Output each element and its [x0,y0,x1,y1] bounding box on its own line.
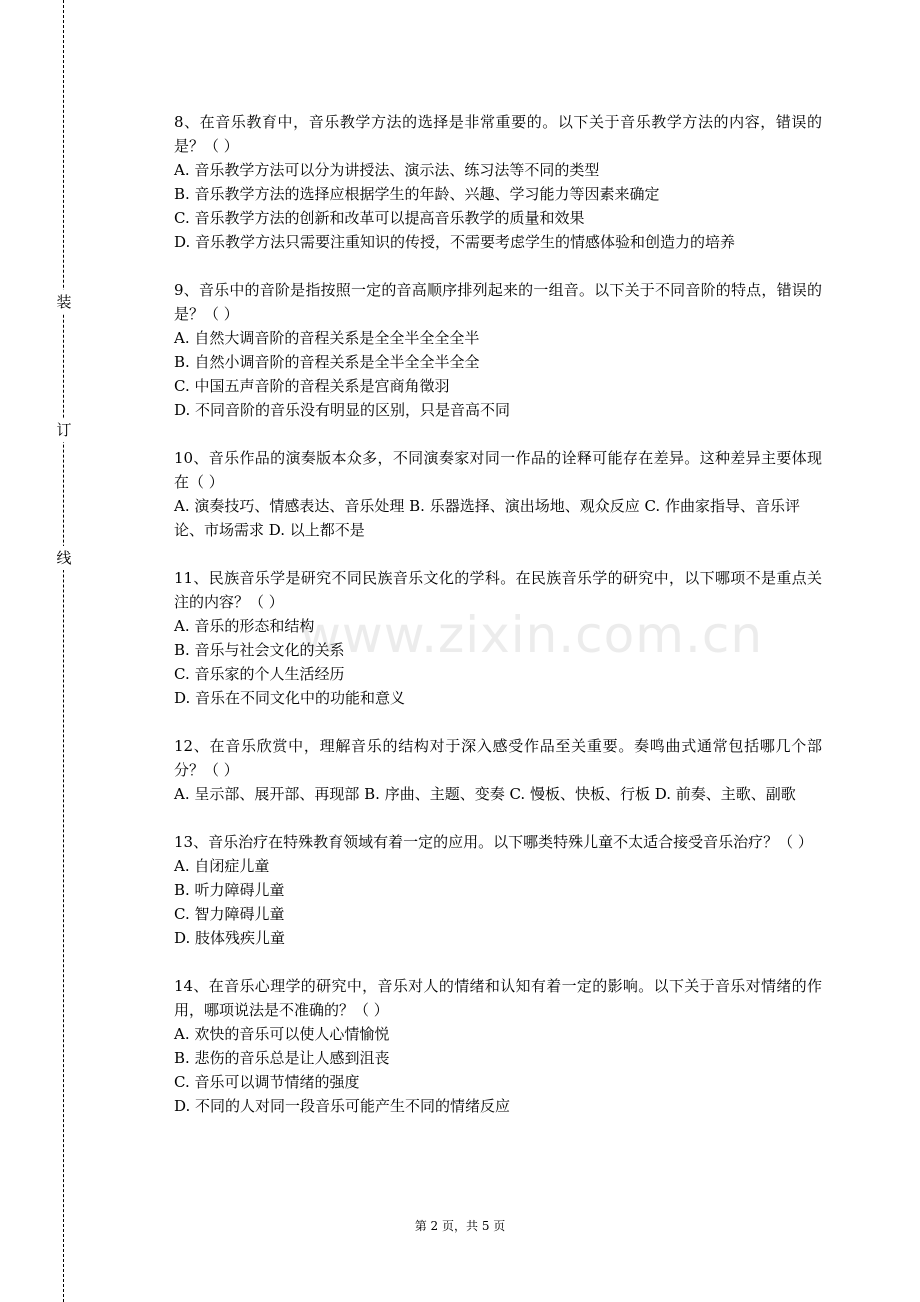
binding-label-ding: 订 [53,418,75,442]
question-stem: 13、音乐治疗在特殊教育领域有着一定的应用。以下哪类特殊儿童不太适合接受音乐治疗？（ ） [174,833,813,851]
question-option: D. 肢体残疾儿童 [174,929,286,947]
question-option: D. 不同音阶的音乐没有明显的区别，只是音高不同 [174,401,511,419]
watermark: www.zixin.com.cn [300,606,764,664]
question-block [174,830,822,950]
question-block [174,974,822,1118]
question-option: D. 音乐在不同文化中的功能和意义 [174,689,406,707]
binding-dashed-line [63,0,64,1302]
question-option: B. 音乐与社会文化的关系 [174,641,345,659]
question-block [174,110,822,254]
question-option: C. 音乐可以调节情绪的强度 [174,1073,360,1091]
question-stem: 12、在音乐欣赏中，理解音乐的结构对于深入感受作品至关重要。奏鸣曲式通常包括哪几个部分？（ ） [174,737,822,779]
question-option: B. 悲伤的音乐总是让人感到沮丧 [174,1049,390,1067]
binding-label-xian: 线 [53,546,75,570]
question-option: D. 不同的人对同一段音乐可能产生不同的情绪反应 [174,1097,511,1115]
question-list [174,110,822,1142]
question-option: A. 呈示部、展开部、再现部 B. 序曲、主题、变奏 C. 慢板、快板、行板 D. 前奏、主歌、副歌 [174,785,796,803]
question-option: C. 音乐家的个人生活经历 [174,665,345,683]
binding-label-zhuang: 装 [53,290,75,314]
question-stem: 14、在音乐心理学的研究中，音乐对人的情绪和认知有着一定的影响。以下关于音乐对情绪的作用，哪项说法是不准确的？（ ） [174,977,822,1019]
question-stem: 10、音乐作品的演奏版本众多，不同演奏家对同一作品的诠释可能存在差异。这种差异主要体现在（ ） [174,449,822,491]
question-option: A. 自闭症儿童 [174,857,270,875]
question-block [174,566,822,710]
question-block [174,734,822,806]
question-stem: 8、在音乐教育中，音乐教学方法的选择是非常重要的。以下关于音乐教学方法的内容，错误的是？（ ） [174,113,822,155]
question-block [174,446,822,542]
question-option: A. 音乐教学方法可以分为讲授法、演示法、练习法等不同的类型 [174,161,600,179]
question-option: A. 演奏技巧、情感表达、音乐处理 B. 乐器选择、演出场地、观众反应 C. 作曲家指导、音乐评论、市场需求 D. 以上都不是 [174,497,800,539]
question-option: A. 自然大调音阶的音程关系是全全半全全全半 [174,329,480,347]
question-stem: 11、民族音乐学是研究不同民族音乐文化的学科。在民族音乐学的研究中，以下哪项不是重点关注的内容？（ ） [174,569,822,611]
question-option: C. 音乐教学方法的创新和改革可以提高音乐教学的质量和效果 [174,209,585,227]
question-option: A. 欢快的音乐可以使人心情愉悦 [174,1025,390,1043]
question-option: B. 自然小调音阶的音程关系是全半全全半全全 [174,353,480,371]
question-option: C. 中国五声音阶的音程关系是宫商角徵羽 [174,377,450,395]
question-option: D. 音乐教学方法只需要注重知识的传授，不需要考虑学生的情感体验和创造力的培养 [174,233,736,251]
question-option: A. 音乐的形态和结构 [174,617,315,635]
question-option: B. 听力障碍儿童 [174,881,285,899]
page-footer: 第 2 页，共 5 页 [414,1219,506,1233]
question-option: B. 音乐教学方法的选择应根据学生的年龄、兴趣、学习能力等因素来确定 [174,185,660,203]
question-stem: 9、音乐中的音阶是指按照一定的音高顺序排列起来的一组音。以下关于不同音阶的特点，错误的是？（ ） [174,281,822,323]
question-option: C. 智力障碍儿童 [174,905,285,923]
question-block [174,278,822,422]
